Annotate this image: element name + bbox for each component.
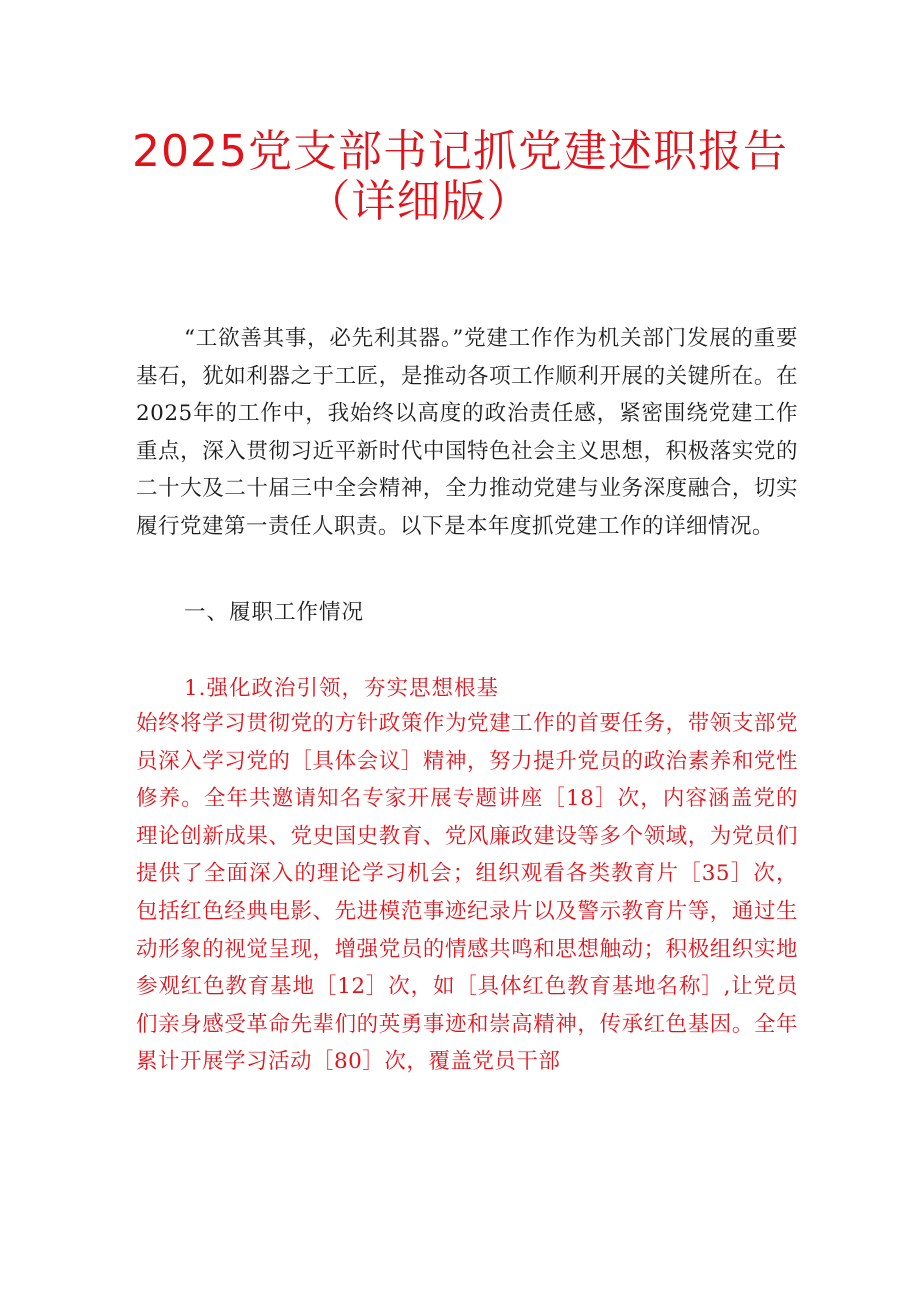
document-title: 2025党支部书记抓党建述职报告 bbox=[132, 126, 788, 177]
subsection-heading: 1.强化政治引领，夯实思想根基 bbox=[184, 676, 500, 701]
intro-paragraph: “工欲善其事，必先利其器。”党建工作作为机关部门发展的重要基石，犹如利器之于工匠，是推动各项工作顺利开展的关键所在。在2025年的工作中，我始终以高度的政治责任感，紧密围绕党建工作重点，深入贯彻习近平新时代中国特色社会主义思想，积极落实党的二十大及二十届三中全会精神，全力推动党建与业务深度融合，切实履行党建第一责任人职责。以下是本年度抓党建工作的详细情况。 bbox=[136, 326, 798, 539]
section-heading: 一、履职工作情况 bbox=[184, 600, 365, 625]
subsection-body: 始终将学习贯彻党的方针政策作为党建工作的首要任务，带领支部党员深入学习党的［具体会议］精神，努力提升党员的政治素养和党性修养。全年共邀请知名专家开展专题讲座［18］次，内容涵盖党的理论创新成果、党史国史教育、党风廉政建设等多个领域，为党员们提供了全面深入的理论学习机会；组织观看各类教育片［35］次，包括红色经典电影、先进模范事迹纪录片以及警示教育片等，通过生动形象的视觉呈现，增强党员的情感共鸣和思想触动；积极组织实地参观红色教育基地［12］次，如［具体红色教育基地名称］,让党员们亲身感受革命先辈们的英勇事迹和崇高精神，传承红色基因。全年累计开展学习活动［80］次，覆盖党员干部 bbox=[136, 711, 798, 1075]
document-subtitle: （详细版） bbox=[306, 176, 532, 227]
